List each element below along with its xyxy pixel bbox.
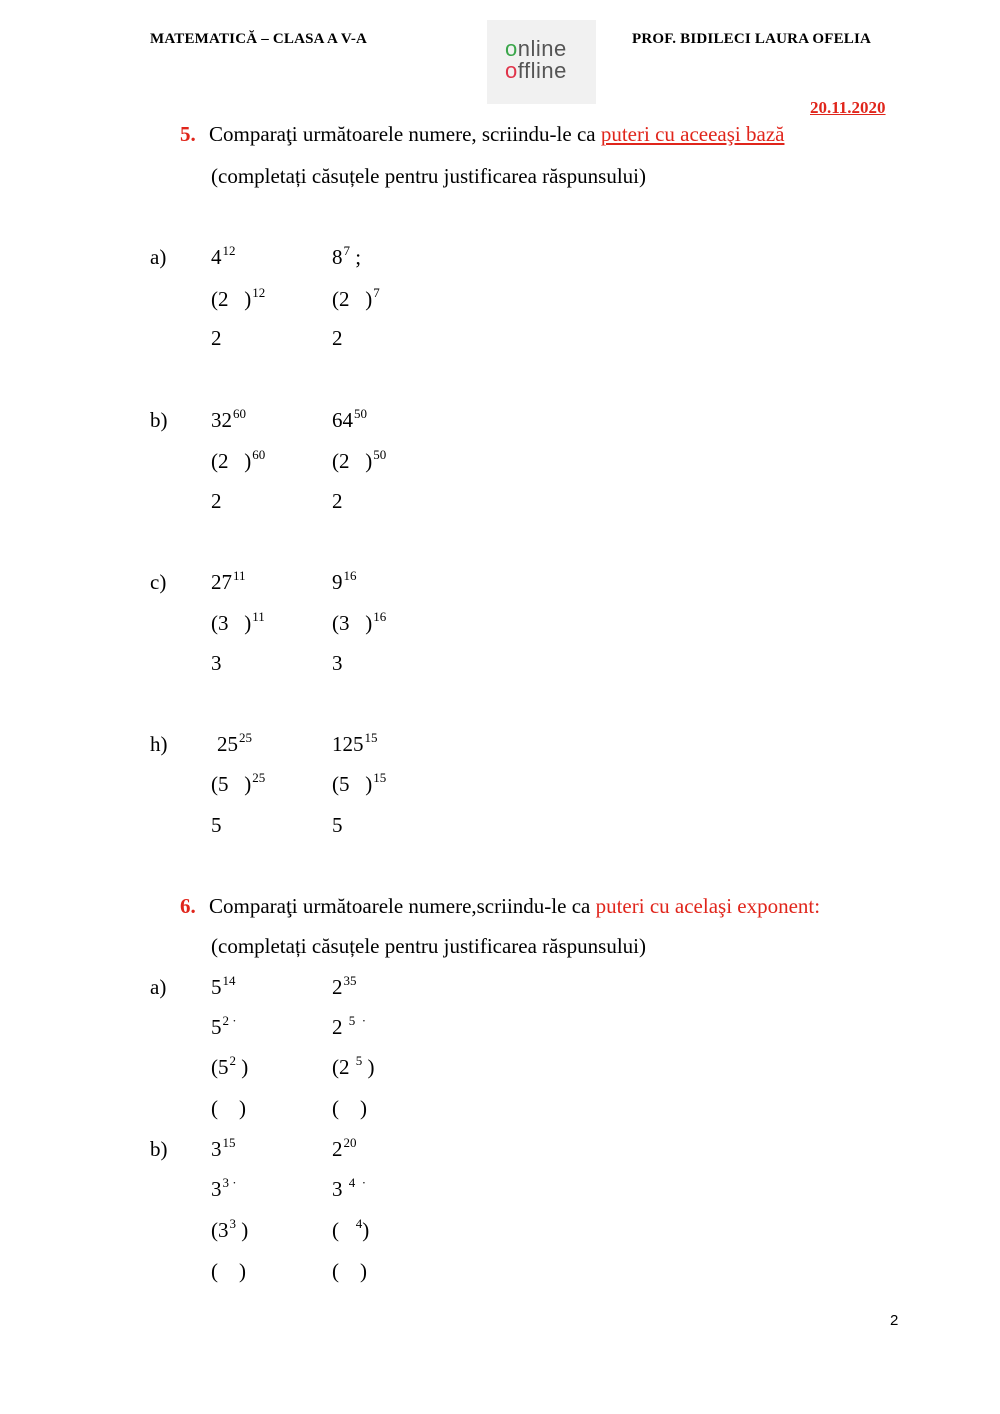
power-right: $125^{15}$	[332, 730, 378, 756]
exercise-6-highlight: puteri cu acelaşi exponent:	[595, 894, 821, 918]
step-left: (5 )$^{25}$	[211, 770, 266, 796]
base-left: 2	[211, 489, 222, 513]
step-right: (3 )$^{16}$	[332, 609, 387, 635]
step-right: (2 )$^{50}$	[332, 447, 387, 473]
item-label: b)	[150, 408, 168, 432]
blank-right: ( )	[332, 1096, 367, 1120]
blank-right: ( )	[332, 1259, 367, 1283]
exercise-6-subtitle: (completați căsuțele pentru justificarea răspunsului)	[211, 934, 647, 958]
exercise-5-subtitle: (completați căsuțele pentru justificarea răspunsului)	[211, 164, 647, 188]
step-right: (5 )$^{15}$	[332, 770, 387, 796]
blank-left: ( )	[211, 1259, 246, 1283]
page-number: 2	[890, 1312, 899, 1329]
step-left: (2 )$^{60}$	[211, 447, 266, 473]
exercise-5-title: 5. Comparaţi următoarele numere, scriindu-le ca puteri cu aceeaşi bază	[180, 122, 785, 146]
worksheet-date: 20.11.2020	[810, 98, 886, 117]
item-label: h)	[150, 732, 168, 756]
step-right: 3 $^{4 \cdot}$	[332, 1175, 367, 1201]
exercise-6-title: 6. Comparaţi următoarele numere,scriindu-le ca puteri cu acelaşi exponent:	[180, 894, 821, 918]
power-right: $2^{20}$	[332, 1135, 357, 1161]
power-left: $3^{15}$	[211, 1135, 236, 1161]
item-label: a)	[150, 245, 167, 269]
item-label: c)	[150, 570, 167, 594]
group-left: ($5^2$ )	[211, 1053, 249, 1079]
base-left: 5	[211, 813, 222, 837]
group-left: ($3^3$ )	[211, 1216, 249, 1242]
item-label: a)	[150, 975, 167, 999]
power-left: $27^{11}$	[211, 568, 246, 594]
base-right: 3	[332, 651, 343, 675]
step-left: (3 )$^{11}$	[211, 609, 265, 635]
exercise-6-number: 6.	[180, 894, 196, 918]
group-right: ( $^4$)	[332, 1216, 370, 1242]
step-right: 2 $^{5 \cdot}$	[332, 1013, 367, 1039]
group-right: (2 $^5$ )	[332, 1053, 375, 1079]
online-offline-logo: online offline	[487, 20, 596, 104]
power-left: $25^{25}$	[217, 730, 252, 756]
step-left: $5^{2 \cdot}$	[211, 1013, 237, 1039]
base-left: 2	[211, 326, 222, 350]
power-right: $2^{35}$	[332, 973, 357, 999]
blank-left: ( )	[211, 1096, 246, 1120]
exercise-5-highlight: puteri cu aceeaşi bază	[600, 122, 785, 146]
base-right: 5	[332, 813, 343, 837]
base-right: 2	[332, 489, 343, 513]
base-right: 2	[332, 326, 343, 350]
power-left: $4^{12}$	[211, 243, 236, 269]
power-right: $8^7$ ;	[332, 243, 362, 269]
base-left: 3	[211, 651, 222, 675]
power-right: $64^{50}$	[332, 406, 367, 432]
power-right: $9^{16}$	[332, 568, 357, 594]
power-left: $32^{60}$	[211, 406, 246, 432]
power-left: $5^{14}$	[211, 973, 236, 999]
step-right: (2 )$^7$	[332, 285, 380, 311]
header-subject: MATEMATICĂ – CLASA A V-A	[150, 31, 368, 47]
step-left: (2 )$^{12}$	[211, 285, 266, 311]
exercise-5-number: 5.	[180, 122, 196, 146]
header-teacher: PROF. BIDILECI LAURA OFELIA	[632, 31, 872, 47]
item-label: b)	[150, 1137, 168, 1161]
step-left: $3^{3 \cdot}$	[211, 1175, 237, 1201]
